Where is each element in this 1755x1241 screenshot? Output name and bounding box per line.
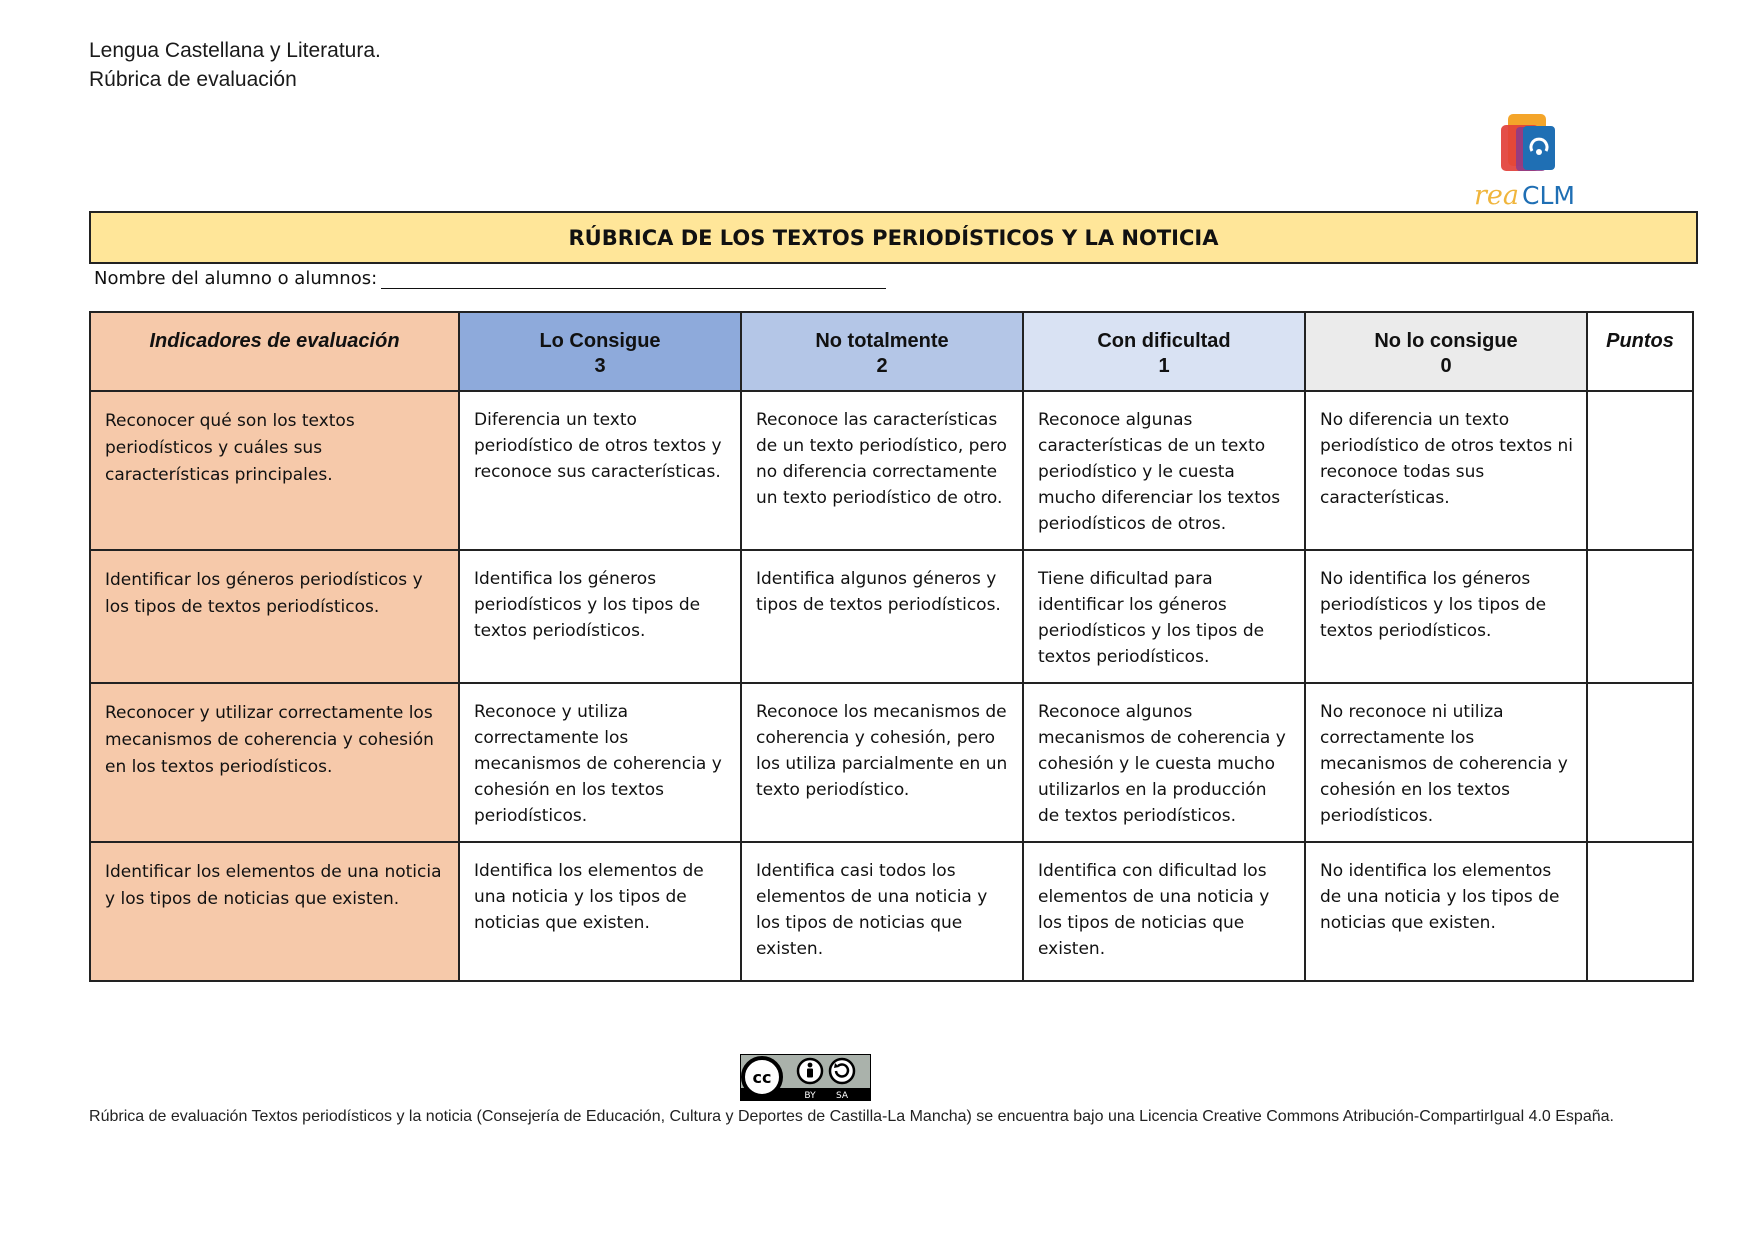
descriptor-text: Identifica casi todos los elementos de una noticia y los tipos de noticias que existen. bbox=[756, 861, 988, 959]
level-1-cell bbox=[1023, 683, 1305, 842]
level-3-cell bbox=[459, 391, 741, 550]
subject-title: Lengua Castellana y Literatura. bbox=[89, 39, 381, 62]
descriptor-text: No identifica los elementos de una noticia y los tipos de noticias que existen. bbox=[1320, 861, 1560, 933]
indicator-cell bbox=[90, 842, 459, 981]
student-name-label: Nombre del alumno o alumnos: bbox=[94, 268, 378, 289]
by-label: BY bbox=[804, 1091, 816, 1101]
descriptor-text: Reconoce y utiliza correctamente los mecanismos de coherencia y cohesión en los textos periodísticos. bbox=[474, 702, 722, 826]
cc-by-sa-badge[interactable] bbox=[740, 1054, 871, 1101]
descriptor-text: Tiene dificultad para identificar los géneros periodísticos y los tipos de textos periodísticos. bbox=[1038, 569, 1265, 667]
descriptor-text: No reconoce ni utiliza correctamente los mecanismos de coherencia y cohesión en los textos periodísticos. bbox=[1320, 702, 1568, 826]
descriptor-text: No diferencia un texto periodístico de otros textos ni reconoce todas sus características. bbox=[1320, 410, 1573, 508]
descriptor-text: Identifica algunos géneros y tipos de textos periodísticos. bbox=[756, 569, 1001, 615]
descriptor-text: Identifica con dificultad los elementos de una noticia y los tipos de noticias que existen. bbox=[1038, 861, 1270, 959]
reaclm-logo bbox=[1468, 111, 1608, 211]
level-3-cell bbox=[459, 683, 741, 842]
indicator-cell bbox=[90, 550, 459, 683]
points-cell[interactable] bbox=[1587, 391, 1693, 550]
table-row bbox=[90, 683, 1693, 842]
indicator-text: Reconocer y utilizar correctamente los mecanismos de coherencia y cohesión en los textos periodísticos. bbox=[105, 703, 434, 777]
level-1-cell bbox=[1023, 550, 1305, 683]
rubric-title: RÚBRICA DE LOS TEXTOS PERIODÍSTICOS Y LA NOTICIA bbox=[89, 211, 1698, 264]
points-value[interactable] bbox=[1588, 551, 1692, 566]
level-1-cell bbox=[1023, 391, 1305, 550]
points-cell[interactable] bbox=[1587, 842, 1693, 981]
indicator-text: Reconocer qué son los textos periodísticos y cuáles sus características principales. bbox=[105, 411, 355, 485]
level-2-cell bbox=[741, 550, 1023, 683]
descriptor-text: Reconoce los mecanismos de coherencia y cohesión, pero los utiliza parcialmente en un texto periodístico. bbox=[756, 702, 1008, 800]
header-label: Indicadores de evaluación bbox=[149, 330, 400, 352]
level-0-cell bbox=[1305, 550, 1587, 683]
document-subtitle: Rúbrica de evaluación bbox=[89, 68, 297, 91]
logo-blue-square bbox=[1523, 126, 1555, 170]
header-label: Puntos bbox=[1606, 330, 1674, 352]
header-score: 3 bbox=[594, 355, 606, 377]
table-row bbox=[90, 391, 1693, 550]
table-row bbox=[90, 842, 1693, 981]
points-value[interactable] bbox=[1588, 843, 1692, 858]
student-name-line bbox=[94, 268, 886, 289]
level-0-cell bbox=[1305, 683, 1587, 842]
descriptor-text: Diferencia un texto periodístico de otros textos y reconoce sus características. bbox=[474, 410, 722, 482]
document-header bbox=[89, 36, 381, 94]
descriptor-text: Identifica los elementos de una noticia y los tipos de noticias que existen. bbox=[474, 861, 704, 933]
points-cell[interactable] bbox=[1587, 683, 1693, 842]
share-alike-icon bbox=[830, 1059, 854, 1083]
license-text: Rúbrica de evaluación Textos periodísticos y la noticia (Consejería de Educación, Cultura y Deportes de Castilla-La Mancha) se encuentra bajo una Licencia Creative Commons Atribución-CompartirIgual 4.0 España. bbox=[89, 1108, 1614, 1125]
logo-text-clm: CLM bbox=[1522, 181, 1575, 210]
descriptor-text: Identifica los géneros periodísticos y los tipos de textos periodísticos. bbox=[474, 569, 701, 641]
level-2-cell bbox=[741, 683, 1023, 842]
header-score: 2 bbox=[876, 355, 888, 377]
descriptor-text: No identifica los géneros periodísticos y los tipos de textos periodísticos. bbox=[1320, 569, 1547, 641]
indicator-cell bbox=[90, 391, 459, 550]
descriptor-text: Reconoce algunas características de un texto periodístico y le cuesta mucho diferenciar los textos periodísticos de otros. bbox=[1038, 410, 1281, 534]
level-2-cell bbox=[741, 842, 1023, 981]
header-level-2 bbox=[741, 312, 1023, 391]
header-level-0 bbox=[1305, 312, 1587, 391]
rubric-table bbox=[89, 311, 1694, 982]
header-label: Con dificultad bbox=[1097, 330, 1231, 352]
table-row bbox=[90, 550, 1693, 683]
indicator-text: Identificar los géneros periodísticos y los tipos de textos periodísticos. bbox=[105, 570, 423, 617]
sa-label: SA bbox=[835, 1091, 849, 1101]
indicator-cell bbox=[90, 683, 459, 842]
header-points bbox=[1587, 312, 1693, 391]
cc-label: cc bbox=[752, 1068, 772, 1087]
header-label: Lo Consigue bbox=[539, 330, 661, 352]
indicator-text: Identificar los elementos de una noticia y los tipos de noticias que existen. bbox=[105, 862, 442, 909]
header-score: 0 bbox=[1440, 355, 1452, 377]
descriptor-text: Reconoce algunos mecanismos de coherencia y cohesión y le cuesta mucho utilizarlos en la producción de textos periodísticos. bbox=[1038, 702, 1286, 826]
header-indicators bbox=[90, 312, 459, 391]
header-score: 1 bbox=[1158, 355, 1170, 377]
logo-text-rea: rea bbox=[1474, 180, 1519, 211]
descriptor-text: Reconoce las características de un texto periodístico, pero no diferencia correctamente un texto periodístico de otro. bbox=[756, 410, 1007, 508]
level-3-cell bbox=[459, 842, 741, 981]
header-label: No totalmente bbox=[815, 330, 949, 352]
header-row bbox=[90, 312, 1693, 391]
student-name-blank[interactable] bbox=[381, 270, 886, 289]
level-1-cell bbox=[1023, 842, 1305, 981]
points-value[interactable] bbox=[1588, 392, 1692, 407]
header-label: No lo consigue bbox=[1374, 330, 1518, 352]
level-0-cell bbox=[1305, 391, 1587, 550]
header-level-1 bbox=[1023, 312, 1305, 391]
level-2-cell bbox=[741, 391, 1023, 550]
header-level-3 bbox=[459, 312, 741, 391]
level-3-cell bbox=[459, 550, 741, 683]
level-0-cell bbox=[1305, 842, 1587, 981]
points-cell[interactable] bbox=[1587, 550, 1693, 683]
points-value[interactable] bbox=[1588, 684, 1692, 699]
